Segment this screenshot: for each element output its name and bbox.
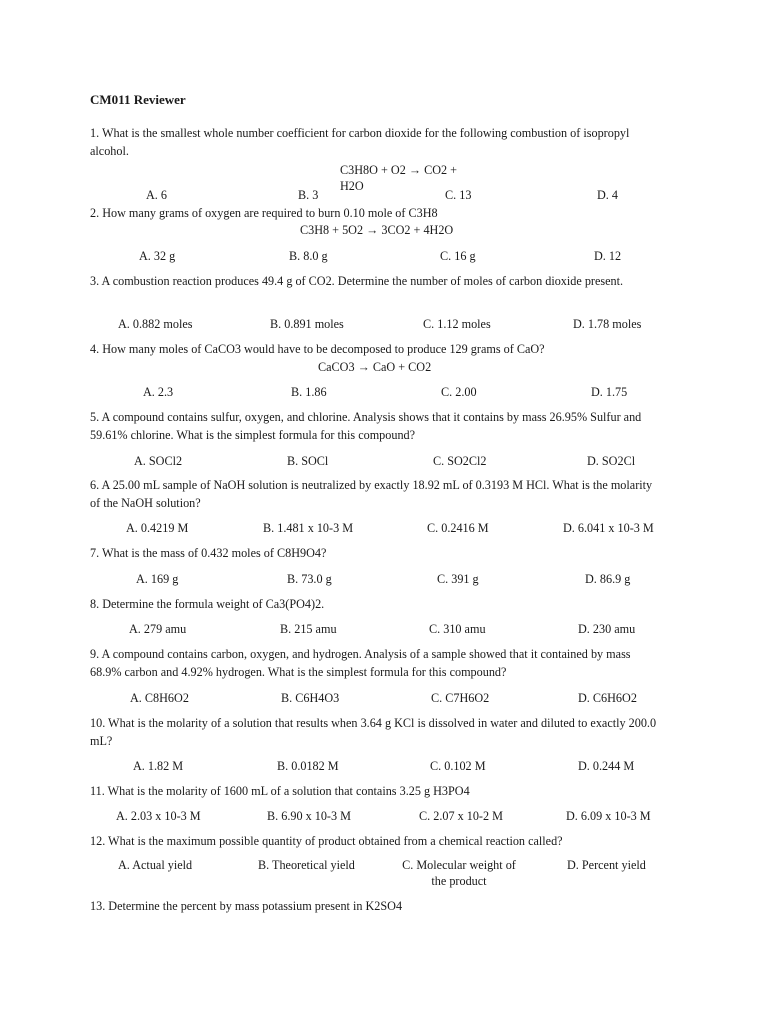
question-2-option-d: D. 12	[594, 249, 622, 263]
question-10-option-d: D. 0.244 M	[578, 759, 635, 773]
question-11-text: 11. What is the molarity of 1600 mL of a solution that contains 3.25 g H3PO4	[90, 784, 470, 798]
question-3-option-d: D. 1.78 moles	[573, 317, 642, 331]
question-2-text: 2. How many grams of oxygen are required to burn 0.10 mole of C3H8	[90, 206, 438, 220]
question-1-text: 1. What is the smallest whole number coefficient for carbon dioxide for the following combustion of isopropyl alcohol.	[90, 126, 630, 158]
question-7-text: 7. What is the mass of 0.432 moles of C8H9O4?	[90, 546, 327, 560]
question-4-text: 4. How many moles of CaCO3 would have to be decomposed to produce 129 grams of CaO?	[90, 342, 545, 356]
question-3-option-a: A. 0.882 moles	[118, 317, 193, 331]
question-5-option-b: B. SOCl	[287, 454, 329, 468]
question-6-option-c: C. 0.2416 M	[427, 521, 489, 535]
question-1-equation: C3H8O + O2 → CO2 + H2O	[340, 163, 458, 193]
question-5-option-c: C. SO2Cl2	[433, 454, 487, 468]
question-2-option-c: C. 16 g	[440, 249, 476, 263]
question-2-equation: C3H8 + 5O2 → 3CO2 + 4H2O	[300, 223, 454, 237]
question-9-option-d: D. C6H6O2	[578, 691, 637, 705]
question-1-option-d: D. 4	[597, 188, 618, 202]
question-13-text: 13. Determine the percent by mass potassium present in K2SO4	[90, 899, 403, 913]
question-5-text: 5. A compound contains sulfur, oxygen, and chlorine. Analysis shows that it contains by mass 26.95% Sulfur and 59.61% chlorine. What is the simplest formula for this compound?	[90, 410, 642, 442]
question-10-text: 10. What is the molarity of a solution that results when 3.64 g KCl is dissolved in water and diluted to exactly 200.0 mL?	[90, 716, 657, 748]
question-10-option-b: B. 0.0182 M	[277, 759, 339, 773]
question-7-option-d: D. 86.9 g	[585, 572, 631, 586]
question-9-text: 9. A compound contains carbon, oxygen, and hydrogen. Analysis of a sample showed that it contained by mass 68.9% carbon and 4.92% hydrogen. What is the simplest formula for this compound?	[90, 647, 631, 679]
question-12-text: 12. What is the maximum possible quantity of product obtained from a chemical reaction called?	[90, 834, 563, 848]
question-10-option-c: C. 0.102 M	[430, 759, 486, 773]
question-6-option-b: B. 1.481 x 10-3 M	[263, 521, 354, 535]
question-2-option-a: A. 32 g	[139, 249, 176, 263]
question-8-option-d: D. 230 amu	[578, 622, 636, 636]
question-7-option-b: B. 73.0 g	[287, 572, 332, 586]
question-8-option-c: C. 310 amu	[429, 622, 486, 636]
question-12-option-b: B. Theoretical yield	[258, 858, 355, 872]
question-3-option-b: B. 0.891 moles	[270, 317, 344, 331]
question-9-option-a: A. C8H6O2	[130, 691, 189, 705]
question-6-option-a: A. 0.4219 M	[126, 521, 189, 535]
question-5-option-d: D. SO2Cl	[587, 454, 636, 468]
question-3-text: 3. A combustion reaction produces 49.4 g of CO2. Determine the number of moles of carbon dioxide present.	[90, 274, 624, 288]
question-1-option-c: C. 13	[445, 188, 472, 202]
question-11-option-c: C. 2.07 x 10-2 M	[419, 809, 503, 823]
question-9-option-c: C. C7H6O2	[431, 691, 490, 705]
question-8-option-a: A. 279 amu	[129, 622, 187, 636]
question-4-option-b: B. 1.86	[291, 385, 327, 399]
question-12-option-c: C. Molecular weight of the product	[402, 858, 516, 888]
question-4-option-a: A. 2.3	[143, 385, 174, 399]
question-8-option-b: B. 215 amu	[280, 622, 337, 636]
question-1-option-a: A. 6	[146, 188, 167, 202]
question-11-option-b: B. 6.90 x 10-3 M	[267, 809, 351, 823]
question-4-option-c: C. 2.00	[441, 385, 477, 399]
question-10-option-a: A. 1.82 M	[133, 759, 184, 773]
question-3-option-c: C. 1.12 moles	[423, 317, 491, 331]
question-4-option-d: D. 1.75	[591, 385, 628, 399]
document-title: CM011 Reviewer	[90, 92, 186, 107]
question-7-option-a: A. 169 g	[136, 572, 179, 586]
question-12-option-d: D. Percent yield	[567, 858, 646, 872]
question-7-option-c: C. 391 g	[437, 572, 479, 586]
question-2-option-b: B. 8.0 g	[289, 249, 328, 263]
question-8-text: 8. Determine the formula weight of Ca3(PO4)2.	[90, 597, 325, 611]
question-6-text: 6. A 25.00 mL sample of NaOH solution is neutralized by exactly 18.92 mL of 0.3193 M HCl. What is the molarity of the NaOH solution?	[90, 478, 653, 510]
question-11-option-d: D. 6.09 x 10-3 M	[566, 809, 651, 823]
question-12-option-a: A. Actual yield	[118, 858, 193, 872]
question-4-equation: CaCO3 → CaO + CO2	[318, 360, 432, 374]
question-11-option-a: A. 2.03 x 10-3 M	[116, 809, 201, 823]
question-6-option-d: D. 6.041 x 10-3 M	[563, 521, 654, 535]
question-5-option-a: A. SOCl2	[134, 454, 183, 468]
question-1-option-b: B. 3	[298, 188, 319, 202]
question-9-option-b: B. C6H4O3	[281, 691, 340, 705]
